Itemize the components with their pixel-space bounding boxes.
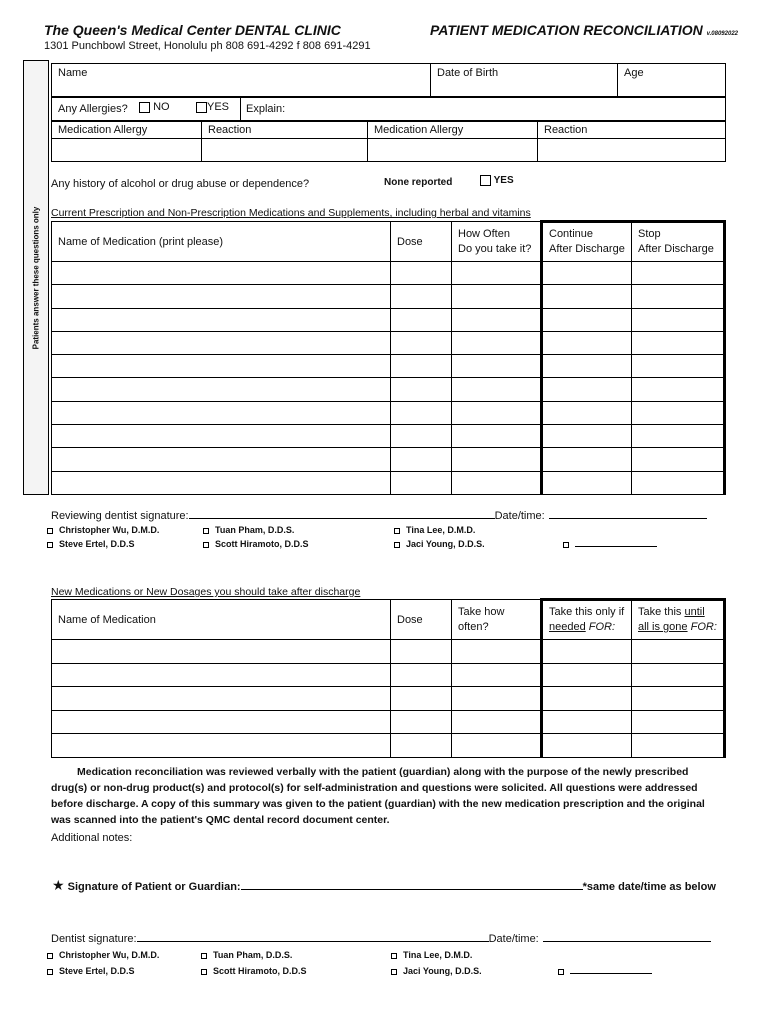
dentist-option[interactable] [201, 966, 307, 976]
entry-cell[interactable] [542, 355, 632, 378]
allergy-col-header: Medication Allergy [52, 122, 202, 139]
dentist-name: Scott Hiramoto, D.D.S [213, 966, 307, 976]
entry-cell[interactable] [452, 471, 542, 494]
divider [430, 63, 431, 97]
dose-header: Dose [391, 222, 452, 262]
entry-cell[interactable] [391, 710, 452, 734]
none-reported-option[interactable]: None reported [384, 177, 453, 188]
divider [617, 63, 618, 97]
date-time-label: Date/time: [494, 510, 545, 522]
continue-header [542, 222, 632, 262]
clinic-title: The Queen's Medical Center DENTAL CLINIC [44, 22, 341, 38]
new-meds-table [51, 598, 726, 758]
checkbox-icon[interactable] [201, 953, 207, 959]
checkbox-icon[interactable] [201, 969, 207, 975]
entry-cell[interactable] [452, 331, 542, 354]
reaction-col-header: Reaction [538, 122, 726, 139]
needed-word: needed [549, 621, 586, 633]
alcohol-yes-option[interactable] [480, 175, 514, 186]
entry-cell[interactable] [542, 687, 632, 711]
table-row [52, 308, 725, 331]
entry-cell[interactable] [391, 471, 452, 494]
entry-cell[interactable] [632, 640, 725, 664]
entry-cell[interactable] [632, 663, 725, 687]
checkbox-icon[interactable] [480, 175, 491, 186]
table-row [52, 355, 725, 378]
additional-notes-label: Additional notes: [51, 832, 133, 844]
entry-cell[interactable] [542, 448, 632, 471]
how-often-header [452, 222, 542, 262]
entry-cell[interactable] [632, 331, 725, 354]
entry-cell[interactable] [542, 331, 632, 354]
stop-header [632, 222, 725, 262]
med-name-header: Name of Medication (print please) [52, 222, 391, 262]
entry-cell[interactable] [542, 425, 632, 448]
until-for: FOR: [690, 621, 717, 633]
stop-line2: After Discharge [638, 243, 714, 255]
entry-cell[interactable] [542, 710, 632, 734]
entry-cell[interactable] [52, 640, 391, 664]
entry-cell[interactable] [391, 734, 452, 758]
allergy-col-header: Medication Allergy [368, 122, 538, 139]
table-row [52, 710, 725, 734]
table-row [52, 471, 725, 494]
entry-cell[interactable] [52, 401, 391, 424]
entry-cell[interactable] [542, 285, 632, 308]
entry-cell[interactable] [391, 663, 452, 687]
patient-signature-label: Signature of Patient or Guardian: [67, 881, 241, 893]
checkbox-icon[interactable] [391, 969, 397, 975]
dentist-option[interactable] [394, 525, 475, 535]
checkbox-icon[interactable] [47, 542, 53, 548]
checkbox-icon[interactable] [47, 528, 53, 534]
until-word: until [684, 606, 705, 618]
table-row [52, 378, 725, 401]
dentist-option[interactable] [394, 539, 485, 549]
entry-cell[interactable] [52, 663, 391, 687]
other-dentist-line[interactable] [570, 973, 652, 974]
entry-cell[interactable] [52, 687, 391, 711]
entry-cell[interactable] [52, 448, 391, 471]
dentist-option[interactable] [391, 966, 482, 976]
entry-cell[interactable] [391, 355, 452, 378]
entry-cell[interactable] [452, 640, 542, 664]
entry-cell[interactable] [391, 308, 452, 331]
table-row [52, 448, 725, 471]
entry-cell[interactable] [452, 378, 542, 401]
table-row [52, 663, 725, 687]
review-signature-label: Reviewing dentist signature: [51, 510, 189, 522]
table-row [52, 425, 725, 448]
entry-cell[interactable] [391, 285, 452, 308]
dentist-signature-line[interactable] [51, 933, 711, 945]
entry-cell[interactable] [391, 378, 452, 401]
dentist-name: Tina Lee, D.M.D. [403, 950, 473, 960]
entry-cell[interactable] [391, 262, 452, 285]
table-row [52, 734, 725, 758]
checkbox-icon[interactable] [563, 542, 569, 548]
entry-cell[interactable] [542, 378, 632, 401]
checkbox-icon[interactable] [203, 528, 209, 534]
dob-field-label: Date of Birth [437, 67, 499, 79]
entry-cell[interactable] [632, 285, 725, 308]
new-meds-rows [52, 640, 725, 758]
entry-cell[interactable] [391, 401, 452, 424]
other-dentist-option[interactable] [563, 539, 657, 549]
patient-signature-row[interactable] [52, 877, 716, 894]
yes-label: YES [493, 175, 514, 187]
entry-cell[interactable] [632, 425, 725, 448]
med-name-header: Name of Medication [52, 600, 391, 640]
form-title-text: PATIENT MEDICATION RECONCILIATION [430, 22, 703, 38]
reaction-cell[interactable] [202, 139, 368, 162]
entry-cell[interactable] [52, 378, 391, 401]
entry-cell[interactable] [542, 471, 632, 494]
entry-cell[interactable] [52, 425, 391, 448]
needed-line1: Take this only if [549, 606, 625, 618]
reaction-col-header: Reaction [202, 122, 368, 139]
current-meds-table [51, 220, 726, 495]
entry-cell[interactable] [52, 331, 391, 354]
statement-text: Medication reconciliation was reviewed verbally with the patient (guardian) along with the purpose of the newly prescribed drug(s) or non-drug product(s) and protocol(s) for self-administration and questions were solicited. All questions were addressed before discharge. A copy of this summary was given to the patient (guardian) with the new medication prescription and the original was scanned into the patient's QMC dental record document center. [51, 766, 705, 826]
entry-cell[interactable] [452, 663, 542, 687]
entry-cell[interactable] [632, 355, 725, 378]
entry-cell[interactable] [632, 262, 725, 285]
checkbox-icon[interactable] [394, 542, 400, 548]
review-signature-line[interactable] [51, 510, 707, 522]
other-dentist-option[interactable] [558, 966, 652, 976]
entry-cell[interactable] [632, 710, 725, 734]
name-field[interactable] [56, 82, 426, 94]
version-label: v.08092022 [706, 31, 738, 37]
dentist-name: Tuan Pham, D.D.S. [215, 525, 295, 535]
yes-label: YES [207, 101, 230, 113]
checkbox-icon[interactable] [196, 102, 207, 113]
table-row [52, 640, 725, 664]
checkbox-icon[interactable] [47, 953, 53, 959]
divider [240, 97, 241, 121]
entry-cell[interactable] [391, 687, 452, 711]
entry-cell[interactable] [452, 285, 542, 308]
entry-cell[interactable] [452, 308, 542, 331]
dentist-option[interactable] [201, 950, 292, 960]
dentist-option[interactable] [47, 539, 135, 549]
date-line[interactable] [549, 518, 707, 519]
dentist-name: Christopher Wu, D.M.D. [59, 525, 160, 535]
how-often-line2: Do you take it? [458, 242, 532, 255]
entry-cell[interactable] [632, 448, 725, 471]
explain-label: Explain: [246, 103, 286, 115]
date-time-label: Date/time: [488, 933, 539, 945]
checkbox-icon[interactable] [47, 969, 53, 975]
entry-cell[interactable] [452, 262, 542, 285]
allergy-cell[interactable] [52, 139, 202, 162]
entry-cell[interactable] [542, 663, 632, 687]
name-field-label: Name [58, 67, 88, 79]
allergies-yes-option[interactable] [196, 101, 229, 113]
entry-cell[interactable] [452, 425, 542, 448]
checkbox-icon[interactable] [139, 102, 150, 113]
entry-cell[interactable] [52, 710, 391, 734]
continue-line1: Continue [549, 228, 594, 240]
entry-cell[interactable] [452, 448, 542, 471]
entry-cell[interactable] [52, 471, 391, 494]
entry-cell[interactable] [52, 355, 391, 378]
age-field-label: Age [624, 67, 644, 79]
entry-cell[interactable] [632, 471, 725, 494]
dentist-option[interactable] [203, 525, 294, 535]
entry-cell[interactable] [452, 710, 542, 734]
table-row [52, 687, 725, 711]
entry-cell[interactable] [542, 734, 632, 758]
entry-cell[interactable] [542, 640, 632, 664]
continue-line2: After Discharge [549, 243, 625, 255]
entry-cell[interactable] [391, 448, 452, 471]
take-how-often-header [452, 600, 542, 640]
checkbox-icon[interactable] [203, 542, 209, 548]
dentist-option[interactable] [47, 950, 159, 960]
allergy-cell[interactable] [368, 139, 538, 162]
entry-cell[interactable] [542, 401, 632, 424]
dentist-name: Scott Hiramoto, D.D.S [215, 539, 309, 549]
age-field[interactable] [622, 82, 722, 94]
entry-cell[interactable] [391, 425, 452, 448]
entry-cell[interactable] [542, 308, 632, 331]
entry-cell[interactable] [52, 734, 391, 758]
other-dentist-line[interactable] [575, 546, 657, 547]
table-row [52, 262, 725, 285]
until-gone-header [632, 600, 725, 640]
if-needed-header [542, 600, 632, 640]
entry-cell[interactable] [452, 734, 542, 758]
date-line[interactable] [543, 941, 711, 942]
sidebar-label: Patients answer these questions only [31, 206, 41, 349]
current-meds-heading: Current Prescription and Non-Prescription Medications and Supplements, including herbal and vitamins [51, 207, 531, 219]
entry-cell[interactable] [632, 308, 725, 331]
dentist-name: Steve Ertel, D.D.S [59, 966, 135, 976]
entry-cell[interactable] [632, 734, 725, 758]
entry-cell[interactable] [542, 262, 632, 285]
dentist-name: Christopher Wu, D.M.D. [59, 950, 160, 960]
current-meds-rows [52, 262, 725, 495]
table-row [52, 331, 725, 354]
entry-cell[interactable] [632, 378, 725, 401]
allergies-question: Any Allergies? [58, 103, 128, 115]
how-often-line1: How Often [458, 227, 510, 240]
checkbox-icon[interactable] [558, 969, 564, 975]
allergies-no-option[interactable] [139, 101, 170, 113]
allergy-table [51, 121, 726, 162]
dentist-option[interactable] [391, 950, 472, 960]
entry-cell[interactable] [452, 401, 542, 424]
dentist-name: Tuan Pham, D.D.S. [213, 950, 293, 960]
dentist-name: Tina Lee, D.M.D. [406, 525, 476, 535]
until-line1: Take this [638, 606, 682, 618]
checkbox-icon[interactable] [394, 528, 400, 534]
dentist-name: Steve Ertel, D.D.S [59, 539, 135, 549]
table-row [52, 401, 725, 424]
dentist-name: Jaci Young, D.D.S. [403, 966, 482, 976]
same-date-note: *same date/time as below [582, 881, 716, 893]
entry-cell[interactable] [632, 401, 725, 424]
table-row [52, 285, 725, 308]
reconciliation-statement [51, 764, 721, 828]
clinic-address: 1301 Punchbowl Street, Honolulu ph 808 691-4292 f 808 691-4291 [44, 40, 371, 52]
take-how-line1: Take how [458, 605, 505, 618]
entry-cell[interactable] [632, 687, 725, 711]
dentist-option[interactable] [47, 966, 135, 976]
entry-cell[interactable] [391, 331, 452, 354]
dentist-option[interactable] [47, 525, 159, 535]
dentist-signature-label: Dentist signature: [51, 933, 137, 945]
take-how-line2: often? [458, 620, 489, 633]
dentist-option[interactable] [203, 539, 309, 549]
dose-header: Dose [391, 600, 452, 640]
patient-section-sidebar [23, 60, 49, 495]
entry-cell[interactable] [452, 687, 542, 711]
alcohol-question: Any history of alcohol or drug abuse or dependence? [51, 178, 310, 190]
entry-cell[interactable] [452, 355, 542, 378]
reaction-cell[interactable] [538, 139, 726, 162]
entry-cell[interactable] [52, 308, 391, 331]
needed-for: FOR: [588, 621, 616, 633]
entry-cell[interactable] [52, 285, 391, 308]
dob-field[interactable] [435, 82, 613, 94]
entry-cell[interactable] [391, 640, 452, 664]
signature-line[interactable] [137, 941, 489, 942]
checkbox-icon[interactable] [391, 953, 397, 959]
stop-line1: Stop [638, 228, 661, 240]
entry-cell[interactable] [52, 262, 391, 285]
no-label: NO [153, 101, 170, 113]
star-icon: ★ [52, 877, 65, 893]
signature-line[interactable] [241, 889, 583, 890]
dentist-name: Jaci Young, D.D.S. [406, 539, 485, 549]
form-title [430, 22, 738, 38]
all-is-gone: all is gone [638, 621, 688, 633]
signature-line[interactable] [189, 518, 495, 519]
new-meds-heading: New Medications or New Dosages you should take after discharge [51, 586, 361, 598]
